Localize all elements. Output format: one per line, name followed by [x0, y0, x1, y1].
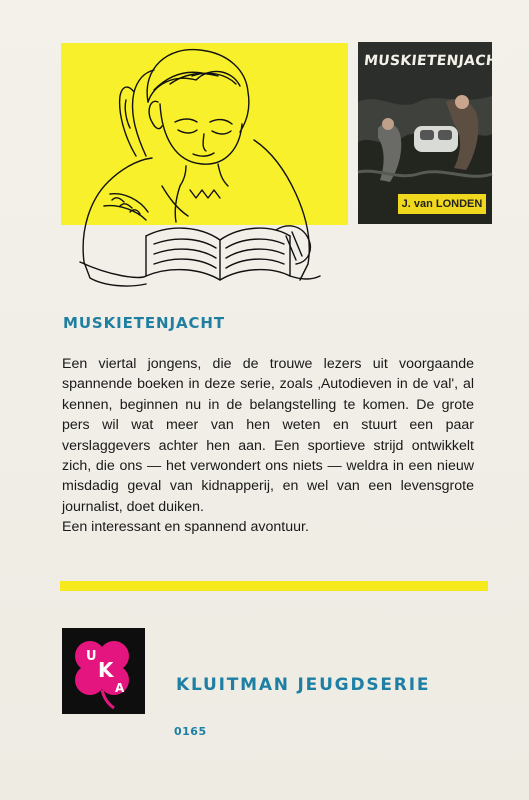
boy-reading-illustration — [50, 40, 350, 298]
cover-thumbnail — [358, 42, 509, 224]
cover-thumbnail-author: J. van LONDEN — [398, 194, 486, 214]
logo-letter-a: A — [115, 681, 125, 695]
clover-logo-icon — [62, 628, 145, 714]
book-title: MUSKIETENJACHT — [63, 314, 225, 332]
series-name: KLUITMAN JEUGDSERIE — [176, 675, 431, 695]
logo-letter-k: K — [98, 658, 114, 682]
book-code: 0165 — [174, 725, 207, 738]
publisher-logo — [62, 628, 145, 714]
cover-thumbnail-title: MUSKIETENJACHT — [363, 53, 509, 69]
book-blurb — [62, 354, 474, 538]
logo-letter-u: U — [86, 649, 97, 664]
yellow-divider — [60, 581, 488, 591]
blurb-paragraph: Een interessant en spannend avontuur. — [62, 519, 309, 536]
blurb-paragraph: Een viertal jongens, die de trouwe lezers uit voorgaande spannende boeken in deze serie, zoals ‚Autodieven in de val', al kennen, beginnen nu in de belangstelling te komen. De grote pers wil wat meer van hen weten en stuurt een paar verslaggevers achter hen aan. Een sportieve strijd ontwikkelt zich, die ons — het verwondert ons niets — weldra in een nieuw misdadig geval van kidnapperij, en wel van een levensgrote journalist, doet duiken. — [62, 356, 474, 515]
